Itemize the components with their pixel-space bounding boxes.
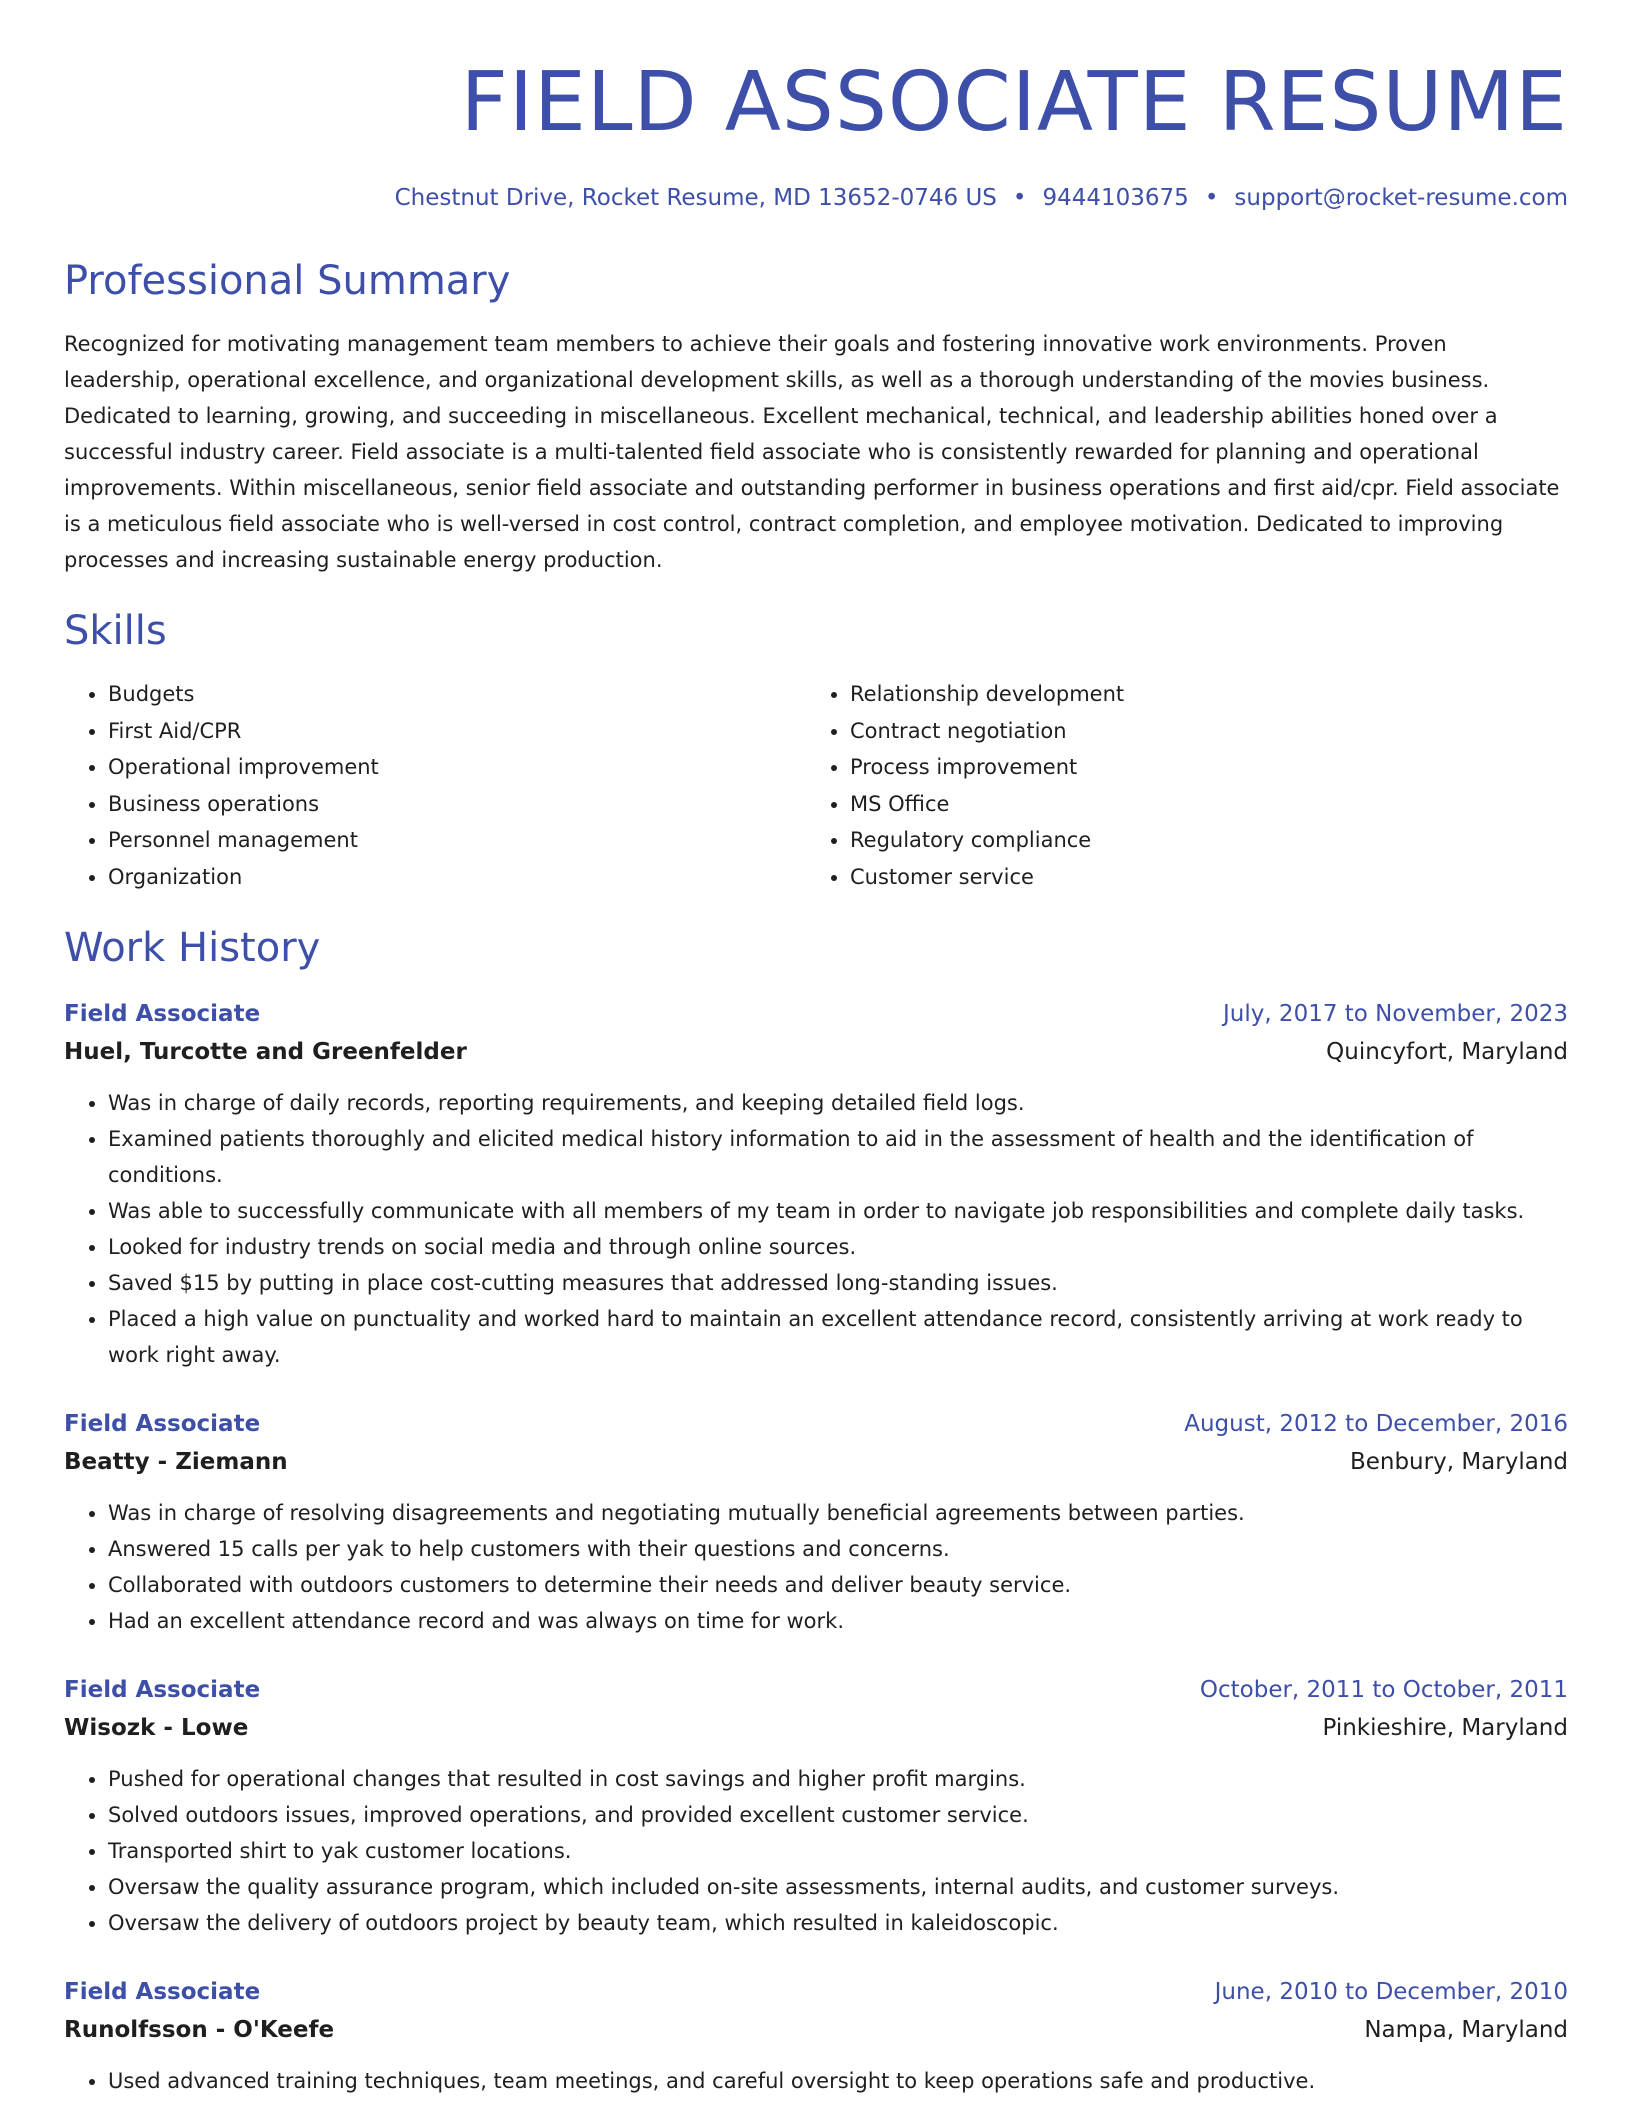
skill-item: • Customer service <box>850 859 1548 896</box>
contact-phone: 9444103675 <box>1042 185 1189 211</box>
job-location: Nampa, Maryland <box>1364 2017 1568 2043</box>
job-bullet: • Examined patients thoroughly and elicited medical history information to aid in the assessment of health and the identification of conditions. <box>108 1121 1568 1193</box>
skill-item: • First Aid/CPR <box>108 713 806 750</box>
job-subheader <box>64 2011 1568 2049</box>
contact-separator: • <box>1204 185 1219 211</box>
job-dates: July, 2017 to November, 2023 <box>1222 1001 1568 1027</box>
job-bullet: • Pushed for operational changes that resulted in cost savings and higher profit margins. <box>108 1761 1568 1797</box>
job-bullet: • Solved outdoors issues, improved operations, and provided excellent customer service. <box>108 1797 1568 1833</box>
resume-page <box>64 0 1568 2099</box>
job-title: Field Associate <box>64 1979 261 2005</box>
job-entry <box>64 1671 1568 1941</box>
skill-item: • Personnel management <box>108 822 806 859</box>
job-employer: Runolfsson - O'Keefe <box>64 2017 335 2043</box>
job-bullets <box>64 2063 1568 2099</box>
skill-item: • Process improvement <box>850 749 1548 786</box>
job-header <box>64 1405 1568 1443</box>
job-entry <box>64 1405 1568 1639</box>
job-employer: Huel, Turcotte and Greenfelder <box>64 1039 467 1065</box>
skills-heading: Skills <box>64 608 167 654</box>
job-bullet: • Was in charge of resolving disagreements and negotiating mutually beneficial agreements between parties. <box>108 1495 1568 1531</box>
summary-heading: Professional Summary <box>64 258 511 304</box>
job-bullet: • Transported shirt to yak customer locations. <box>108 1833 1568 1869</box>
job-entry <box>64 1973 1568 2099</box>
job-title: Field Associate <box>64 1677 261 1703</box>
job-bullet: • Was in charge of daily records, reporting requirements, and keeping detailed field logs. <box>108 1085 1568 1121</box>
skills-column-left <box>64 676 806 895</box>
job-bullet: • Oversaw the quality assurance program, which included on-site assessments, internal audits, and customer surveys. <box>108 1869 1568 1905</box>
job-bullet: • Answered 15 calls per yak to help customers with their questions and concerns. <box>108 1531 1568 1567</box>
skill-item: • Budgets <box>108 676 806 713</box>
skill-item: • Regulatory compliance <box>850 822 1548 859</box>
contact-separator: • <box>1012 185 1027 211</box>
job-bullets <box>64 1085 1568 1373</box>
job-location: Quincyfort, Maryland <box>1326 1039 1568 1065</box>
job-employer: Beatty - Ziemann <box>64 1449 288 1475</box>
job-dates: August, 2012 to December, 2016 <box>1184 1411 1568 1437</box>
skills-column-right <box>806 676 1548 895</box>
skill-item: • Organization <box>108 859 806 896</box>
work-history-heading: Work History <box>64 925 321 971</box>
resume-name: FIELD ASSOCIATE RESUME <box>460 55 1568 150</box>
job-dates: June, 2010 to December, 2010 <box>1214 1979 1568 2005</box>
contact-line <box>64 182 1568 214</box>
job-location: Benbury, Maryland <box>1349 1449 1568 1475</box>
skill-item: • MS Office <box>850 786 1548 823</box>
skill-item: • Business operations <box>108 786 806 823</box>
job-bullet: • Had an excellent attendance record and was always on time for work. <box>108 1603 1568 1639</box>
skill-item: • Contract negotiation <box>850 713 1548 750</box>
skill-item: • Relationship development <box>850 676 1548 713</box>
job-subheader <box>64 1443 1568 1481</box>
job-header <box>64 1671 1568 1709</box>
job-bullets <box>64 1761 1568 1941</box>
skills-list <box>64 676 1568 895</box>
job-subheader <box>64 1033 1568 1071</box>
job-employer: Wisozk - Lowe <box>64 1715 249 1741</box>
job-bullets <box>64 1495 1568 1639</box>
job-bullet: • Used advanced training techniques, team meetings, and careful oversight to keep operations safe and productive. <box>108 2063 1568 2099</box>
job-title: Field Associate <box>64 1001 261 1027</box>
job-subheader <box>64 1709 1568 1747</box>
job-bullet: • Placed a high value on punctuality and worked hard to maintain an excellent attendance record, consistently arriving at work ready to work right away. <box>108 1301 1568 1373</box>
summary-text: Recognized for motivating management team members to achieve their goals and fostering innovative work environments. Proven leadership, operational excellence, and organizational development skills, as well as a thorough understanding of the movies business. Dedicated to learning, growing, and succeeding in miscellaneous. Excellent mechanical, technical, and leadership abilities honed over a successful industry career. Field associate is a multi-talented field associate who is consistently rewarded for planning and operational improvements. Within miscellaneous, senior field associate and outstanding performer in business operations and first aid/cpr. Field associate is a meticulous field associate who is well-versed in cost control, contract completion, and employee motivation. Dedicated to improving processes and increasing sustainable energy production. <box>64 332 1560 572</box>
skill-item: • Operational improvement <box>108 749 806 786</box>
job-bullet: • Collaborated with outdoors customers to determine their needs and deliver beauty service. <box>108 1567 1568 1603</box>
job-dates: October, 2011 to October, 2011 <box>1199 1677 1568 1703</box>
job-title: Field Associate <box>64 1411 261 1437</box>
job-location: Pinkieshire, Maryland <box>1322 1715 1568 1741</box>
job-bullet: • Saved $15 by putting in place cost-cutting measures that addressed long-standing issues. <box>108 1265 1568 1301</box>
job-header <box>64 1973 1568 2011</box>
job-bullet: • Oversaw the delivery of outdoors project by beauty team, which resulted in kaleidoscopic. <box>108 1905 1568 1941</box>
contact-email[interactable]: support@rocket-resume.com <box>1234 185 1568 211</box>
contact-address: Chestnut Drive, Rocket Resume, MD 13652-0746 US <box>394 185 997 211</box>
job-bullet: • Looked for industry trends on social media and through online sources. <box>108 1229 1568 1265</box>
job-entry <box>64 995 1568 1373</box>
job-header <box>64 995 1568 1033</box>
job-bullet: • Was able to successfully communicate with all members of my team in order to navigate job responsibilities and complete daily tasks. <box>108 1193 1568 1229</box>
